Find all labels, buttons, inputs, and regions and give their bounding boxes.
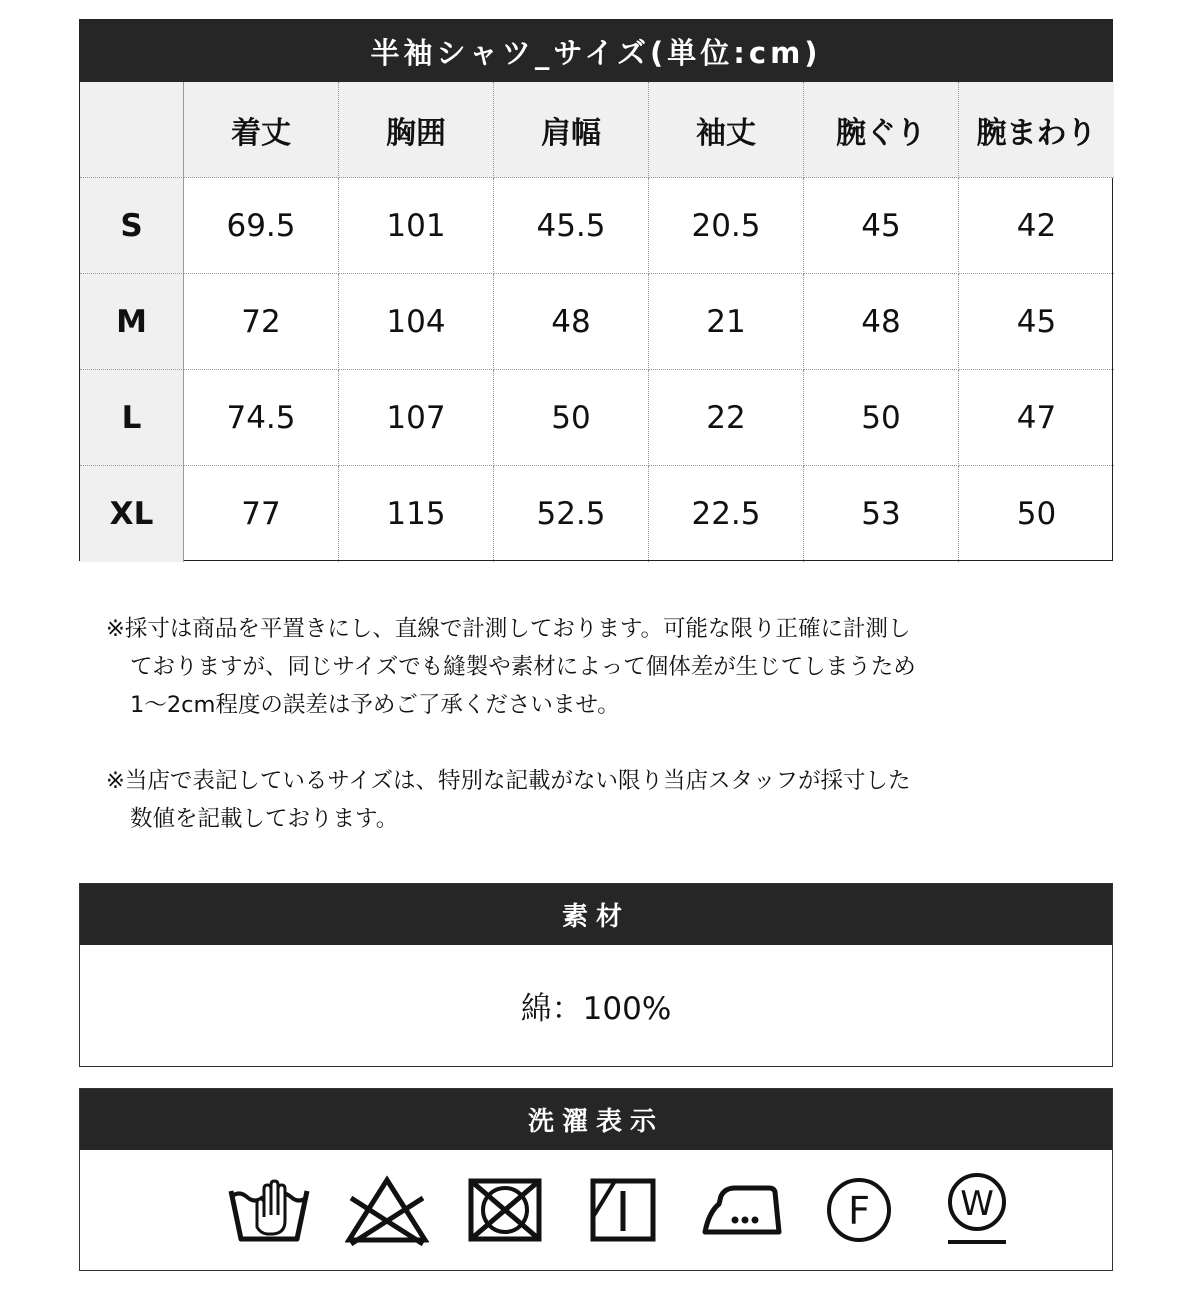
table-cell: 101 (339, 178, 494, 274)
hand-wash-icon (210, 1165, 328, 1255)
table-cell: 22.5 (649, 466, 804, 562)
table-cell: 20.5 (649, 178, 804, 274)
table-cell: 115 (339, 466, 494, 562)
size-grid (80, 82, 1112, 560)
row-size-m: M (80, 274, 184, 370)
material-value: 綿：100% (520, 991, 672, 1027)
note-line: ておりますが、同じサイズでも縫製や素材によって個体差が生じてしまうため (130, 654, 916, 680)
care-header: 洗濯表示 (80, 1089, 1112, 1150)
note-line: 数値を記載しております。 (130, 806, 399, 832)
header-shoulder: 肩幅 (494, 82, 649, 178)
table-cell: 45 (804, 178, 959, 274)
dry-clean-f-icon (800, 1165, 918, 1255)
note-line: ※採寸は商品を平置きにし、直線で計測しております。可能な限り正確に計測し (106, 616, 911, 642)
dry-clean-letter: F (848, 1189, 870, 1233)
header-armhole: 腕ぐり (804, 82, 959, 178)
measurement-notes (106, 610, 1026, 838)
table-cell: 107 (339, 370, 494, 466)
header-length: 着丈 (184, 82, 339, 178)
iron-low-icon (682, 1165, 800, 1255)
material-header: 素材 (80, 884, 1112, 945)
table-cell: 48 (804, 274, 959, 370)
line-dry-shade-icon (564, 1165, 682, 1255)
header-arm-circumference: 腕まわり (959, 82, 1114, 178)
care-icons (80, 1150, 1112, 1270)
table-cell: 104 (339, 274, 494, 370)
note-line: ※当店で表記しているサイズは、特別な記載がない限り当店スタッフが採寸した (106, 768, 911, 794)
table-cell: 50 (1016, 496, 1057, 532)
wet-clean-letter: W (960, 1184, 994, 1224)
no-tumble-dry-icon (446, 1165, 564, 1255)
material-section (79, 883, 1113, 1067)
header-corner (80, 82, 184, 178)
row-size-s: S (80, 178, 184, 274)
header-chest: 胸囲 (339, 82, 494, 178)
table-cell: 52.5 (494, 466, 649, 562)
no-bleach-icon (328, 1165, 446, 1255)
table-cell: 77 (184, 466, 339, 562)
table-cell: 50 (804, 370, 959, 466)
table-cell: 22 (649, 370, 804, 466)
table-cell: 48 (494, 274, 649, 370)
table-cell: 42 (959, 178, 1114, 274)
table-cell: 45.5 (494, 178, 649, 274)
note-line: 1～2cm程度の誤差は予めご了承くださいませ。 (130, 692, 620, 718)
size-table-title: 半袖シャツ_サイズ(単位:cm) (80, 20, 1112, 82)
wet-clean-w-icon (918, 1165, 1036, 1255)
row-size-l: L (80, 370, 184, 466)
table-cell: 47 (959, 370, 1114, 466)
table-cell: 45 (959, 274, 1114, 370)
table-cell: 21 (649, 274, 804, 370)
header-sleeve: 袖丈 (649, 82, 804, 178)
table-cell: 50 (494, 370, 649, 466)
size-table (79, 19, 1113, 561)
table-cell: 74.5 (184, 370, 339, 466)
row-size-xl: XL (80, 466, 184, 562)
care-section (79, 1088, 1113, 1271)
table-cell: 69.5 (184, 178, 339, 274)
table-cell: 72 (184, 274, 339, 370)
table-cell: 53 (804, 466, 959, 562)
